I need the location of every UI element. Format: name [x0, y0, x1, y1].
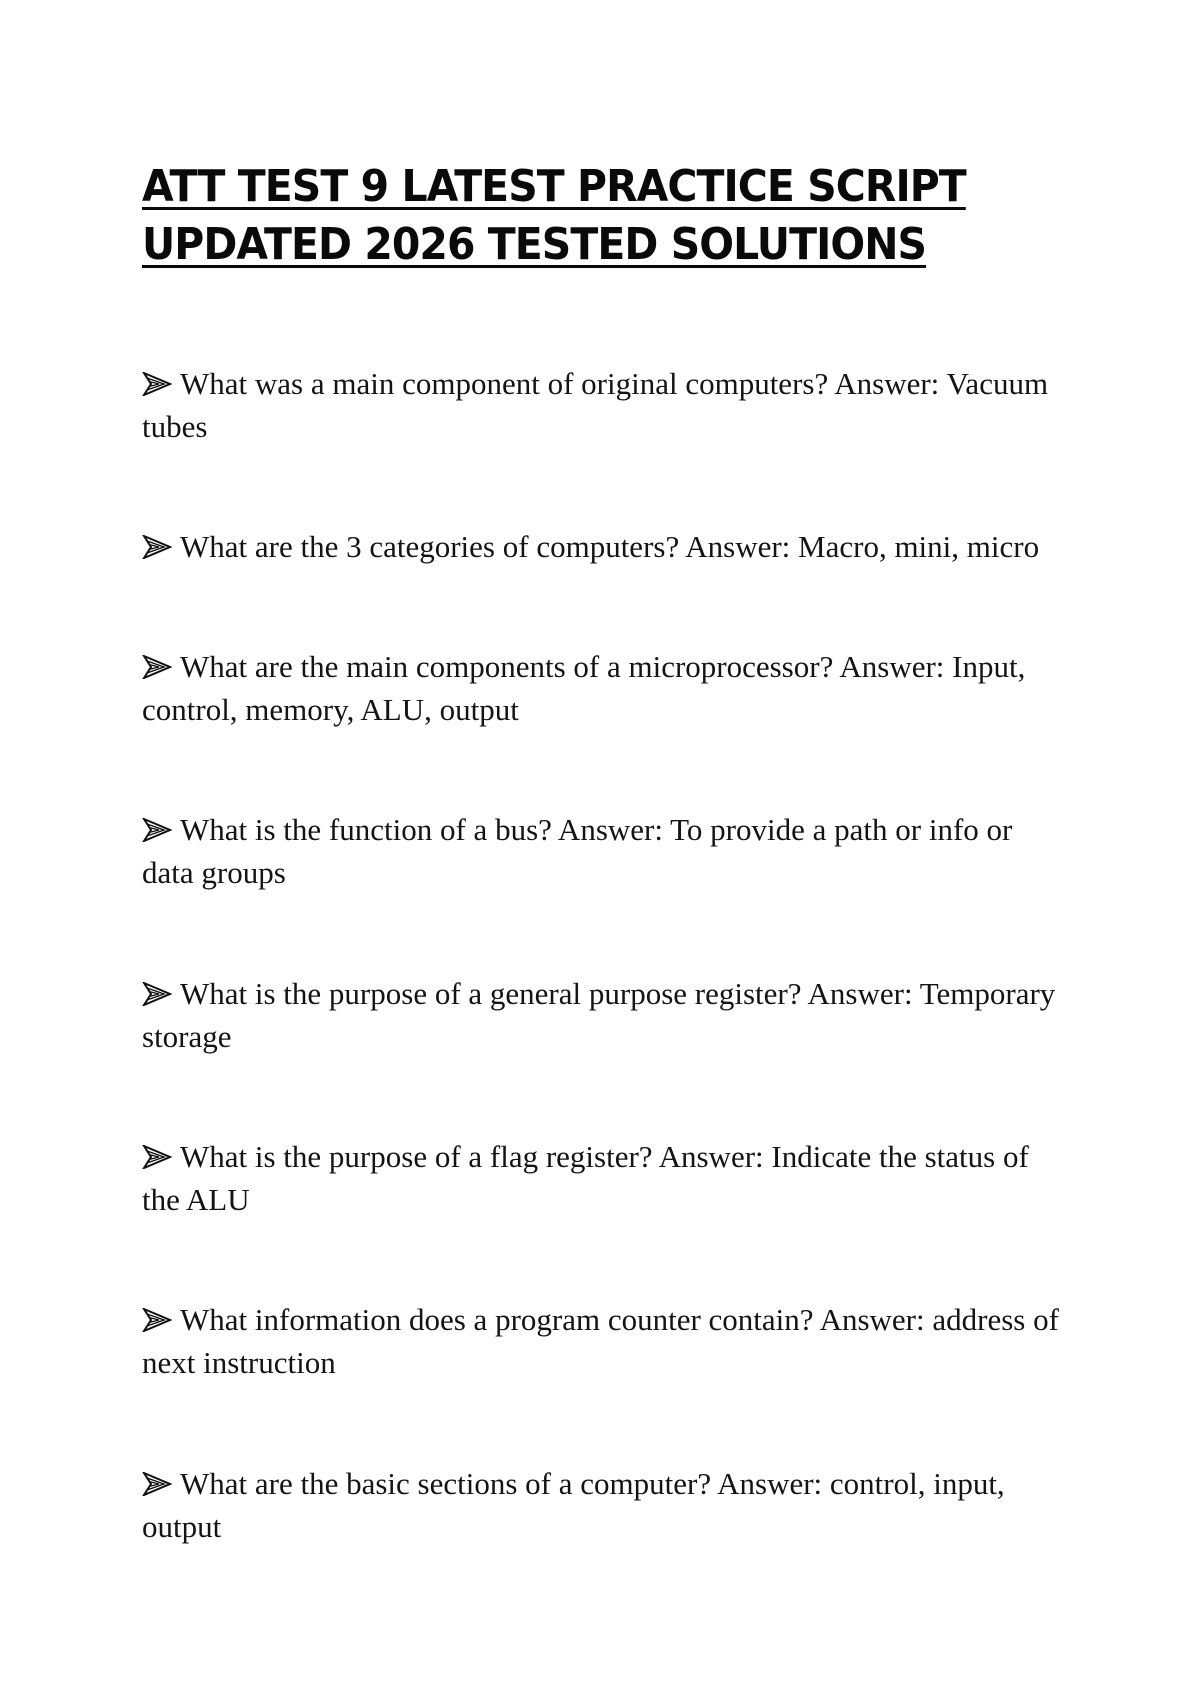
qa-text: What is the purpose of a general purpose register? Answer: Temporary storage: [142, 976, 1056, 1054]
document-title: [142, 158, 998, 274]
qa-text: What was a main component of original computers? Answer: Vacuum tubes: [142, 366, 1049, 444]
arrow-bullet-icon: [142, 372, 172, 396]
title-line-1: ATT TEST 9 LATEST PRACTICE SCRIPT: [142, 161, 966, 212]
qa-item: [142, 645, 1062, 731]
qa-text: What are the main components of a microprocessor? Answer: Input, control, memory, ALU, output: [142, 649, 1026, 727]
qa-text: What information does a program counter contain? Answer: address of next instruction: [142, 1302, 1059, 1380]
qa-item: [142, 525, 1062, 568]
arrow-bullet-icon: [142, 982, 172, 1006]
qa-text: What are the 3 categories of computers? Answer: Macro, mini, micro: [180, 529, 1040, 564]
qa-item: [142, 1135, 1062, 1221]
qa-text: What is the purpose of a flag register? Answer: Indicate the status of the ALU: [142, 1139, 1029, 1217]
title-line-2: UPDATED 2026 TESTED SOLUTIONS: [142, 219, 927, 270]
arrow-bullet-icon: [142, 1472, 172, 1496]
arrow-bullet-icon: [142, 1145, 172, 1169]
arrow-bullet-icon: [142, 655, 172, 679]
arrow-bullet-icon: [142, 818, 172, 842]
qa-text: What are the basic sections of a computer? Answer: control, input, output: [142, 1466, 1005, 1544]
arrow-bullet-icon: [142, 535, 172, 559]
qa-item: [142, 1462, 1062, 1548]
qa-item: [142, 972, 1062, 1058]
arrow-bullet-icon: [142, 1308, 172, 1332]
qa-item: [142, 362, 1062, 448]
qa-text: What is the function of a bus? Answer: To provide a path or info or data groups: [142, 812, 1013, 890]
qa-item: [142, 1298, 1062, 1384]
qa-item: [142, 808, 1062, 894]
